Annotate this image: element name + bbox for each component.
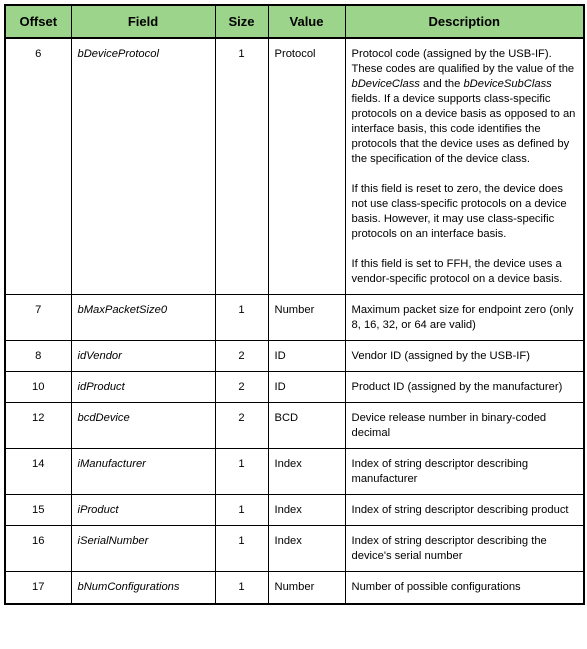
field-cell: idVendor xyxy=(71,341,215,372)
offset-cell: 8 xyxy=(5,341,71,372)
description-text: fields. If a device supports class-specific protocols on a device basis as opposed to an interface basis, this code identifies the protocols that the device uses as defined by the specification of the device class. xyxy=(351,93,576,165)
size-cell: 1 xyxy=(215,449,268,495)
description-cell xyxy=(345,295,584,341)
description-text: Index of string descriptor describing the device's serial number xyxy=(351,535,547,562)
field-cell: bcdDevice xyxy=(71,403,215,449)
description-paragraph xyxy=(352,47,578,167)
table-row xyxy=(5,572,584,605)
description-paragraph xyxy=(352,534,578,564)
field-cell: iSerialNumber xyxy=(71,526,215,572)
value-cell: ID xyxy=(268,372,345,403)
description-paragraph xyxy=(352,457,578,487)
offset-cell: 7 xyxy=(5,295,71,341)
table-row xyxy=(5,449,584,495)
offset-cell: 17 xyxy=(5,572,71,605)
field-cell: iProduct xyxy=(71,495,215,526)
field-cell: idProduct xyxy=(71,372,215,403)
description-text: and the xyxy=(419,78,464,90)
description-paragraph xyxy=(352,411,578,441)
description-paragraph xyxy=(352,257,578,287)
table-row xyxy=(5,38,584,295)
offset-cell: 14 xyxy=(5,449,71,495)
description-text: Protocol code (assigned by the USB-IF). These codes are qualified by the value of the xyxy=(351,48,575,75)
offset-cell: 12 xyxy=(5,403,71,449)
field-reference: bDeviceClass xyxy=(351,78,420,90)
size-cell: 2 xyxy=(215,372,268,403)
description-text: Number of possible configurations xyxy=(351,581,521,593)
table-row xyxy=(5,495,584,526)
field-reference: bDeviceSubClass xyxy=(463,78,552,90)
description-paragraph xyxy=(352,380,578,395)
header-size: Size xyxy=(215,5,268,38)
table-row xyxy=(5,295,584,341)
value-cell: Number xyxy=(268,572,345,605)
header-row xyxy=(5,5,584,38)
field-cell: bDeviceProtocol xyxy=(71,38,215,295)
offset-cell: 6 xyxy=(5,38,71,295)
table-row xyxy=(5,341,584,372)
size-cell: 1 xyxy=(215,526,268,572)
offset-cell: 15 xyxy=(5,495,71,526)
header-description: Description xyxy=(345,5,584,38)
offset-cell: 16 xyxy=(5,526,71,572)
description-text: If this field is set to FFH, the device uses a vendor-specific protocol on a device basis. xyxy=(351,258,563,285)
table-row xyxy=(5,372,584,403)
header-value: Value xyxy=(268,5,345,38)
size-cell: 1 xyxy=(215,572,268,605)
description-cell xyxy=(345,526,584,572)
header-offset: Offset xyxy=(5,5,71,38)
field-cell: bNumConfigurations xyxy=(71,572,215,605)
field-cell: iManufacturer xyxy=(71,449,215,495)
device-descriptor-table xyxy=(4,4,585,605)
description-paragraph xyxy=(352,580,578,595)
table-row xyxy=(5,526,584,572)
description-text: Index of string descriptor describing manufacturer xyxy=(351,458,529,485)
description-cell xyxy=(345,341,584,372)
description-cell xyxy=(345,403,584,449)
offset-cell: 10 xyxy=(5,372,71,403)
description-paragraph xyxy=(352,303,578,333)
description-text: If this field is reset to zero, the device does not use class-specific protocols on a device basis. However, it may use class-specific protocols on an interface basis. xyxy=(351,183,567,240)
value-cell: Index xyxy=(268,495,345,526)
description-paragraph xyxy=(352,349,578,364)
size-cell: 2 xyxy=(215,403,268,449)
value-cell: Number xyxy=(268,295,345,341)
description-text: Index of string descriptor describing product xyxy=(351,504,569,516)
field-cell: bMaxPacketSize0 xyxy=(71,295,215,341)
value-cell: Index xyxy=(268,526,345,572)
description-text: Maximum packet size for endpoint zero (only 8, 16, 32, or 64 are valid) xyxy=(351,304,574,331)
description-cell xyxy=(345,372,584,403)
value-cell: BCD xyxy=(268,403,345,449)
size-cell: 1 xyxy=(215,38,268,295)
description-paragraph xyxy=(352,182,578,242)
table-row xyxy=(5,403,584,449)
table-body xyxy=(5,38,584,604)
value-cell: Index xyxy=(268,449,345,495)
description-cell xyxy=(345,572,584,605)
value-cell: ID xyxy=(268,341,345,372)
description-cell xyxy=(345,449,584,495)
value-cell: Protocol xyxy=(268,38,345,295)
description-cell xyxy=(345,495,584,526)
description-text: Product ID (assigned by the manufacturer) xyxy=(351,381,563,393)
description-text: Device release number in binary-coded decimal xyxy=(351,412,547,439)
description-paragraph xyxy=(352,503,578,518)
header-field: Field xyxy=(71,5,215,38)
description-cell xyxy=(345,38,584,295)
size-cell: 1 xyxy=(215,295,268,341)
description-text: Vendor ID (assigned by the USB-IF) xyxy=(351,350,530,362)
size-cell: 1 xyxy=(215,495,268,526)
size-cell: 2 xyxy=(215,341,268,372)
